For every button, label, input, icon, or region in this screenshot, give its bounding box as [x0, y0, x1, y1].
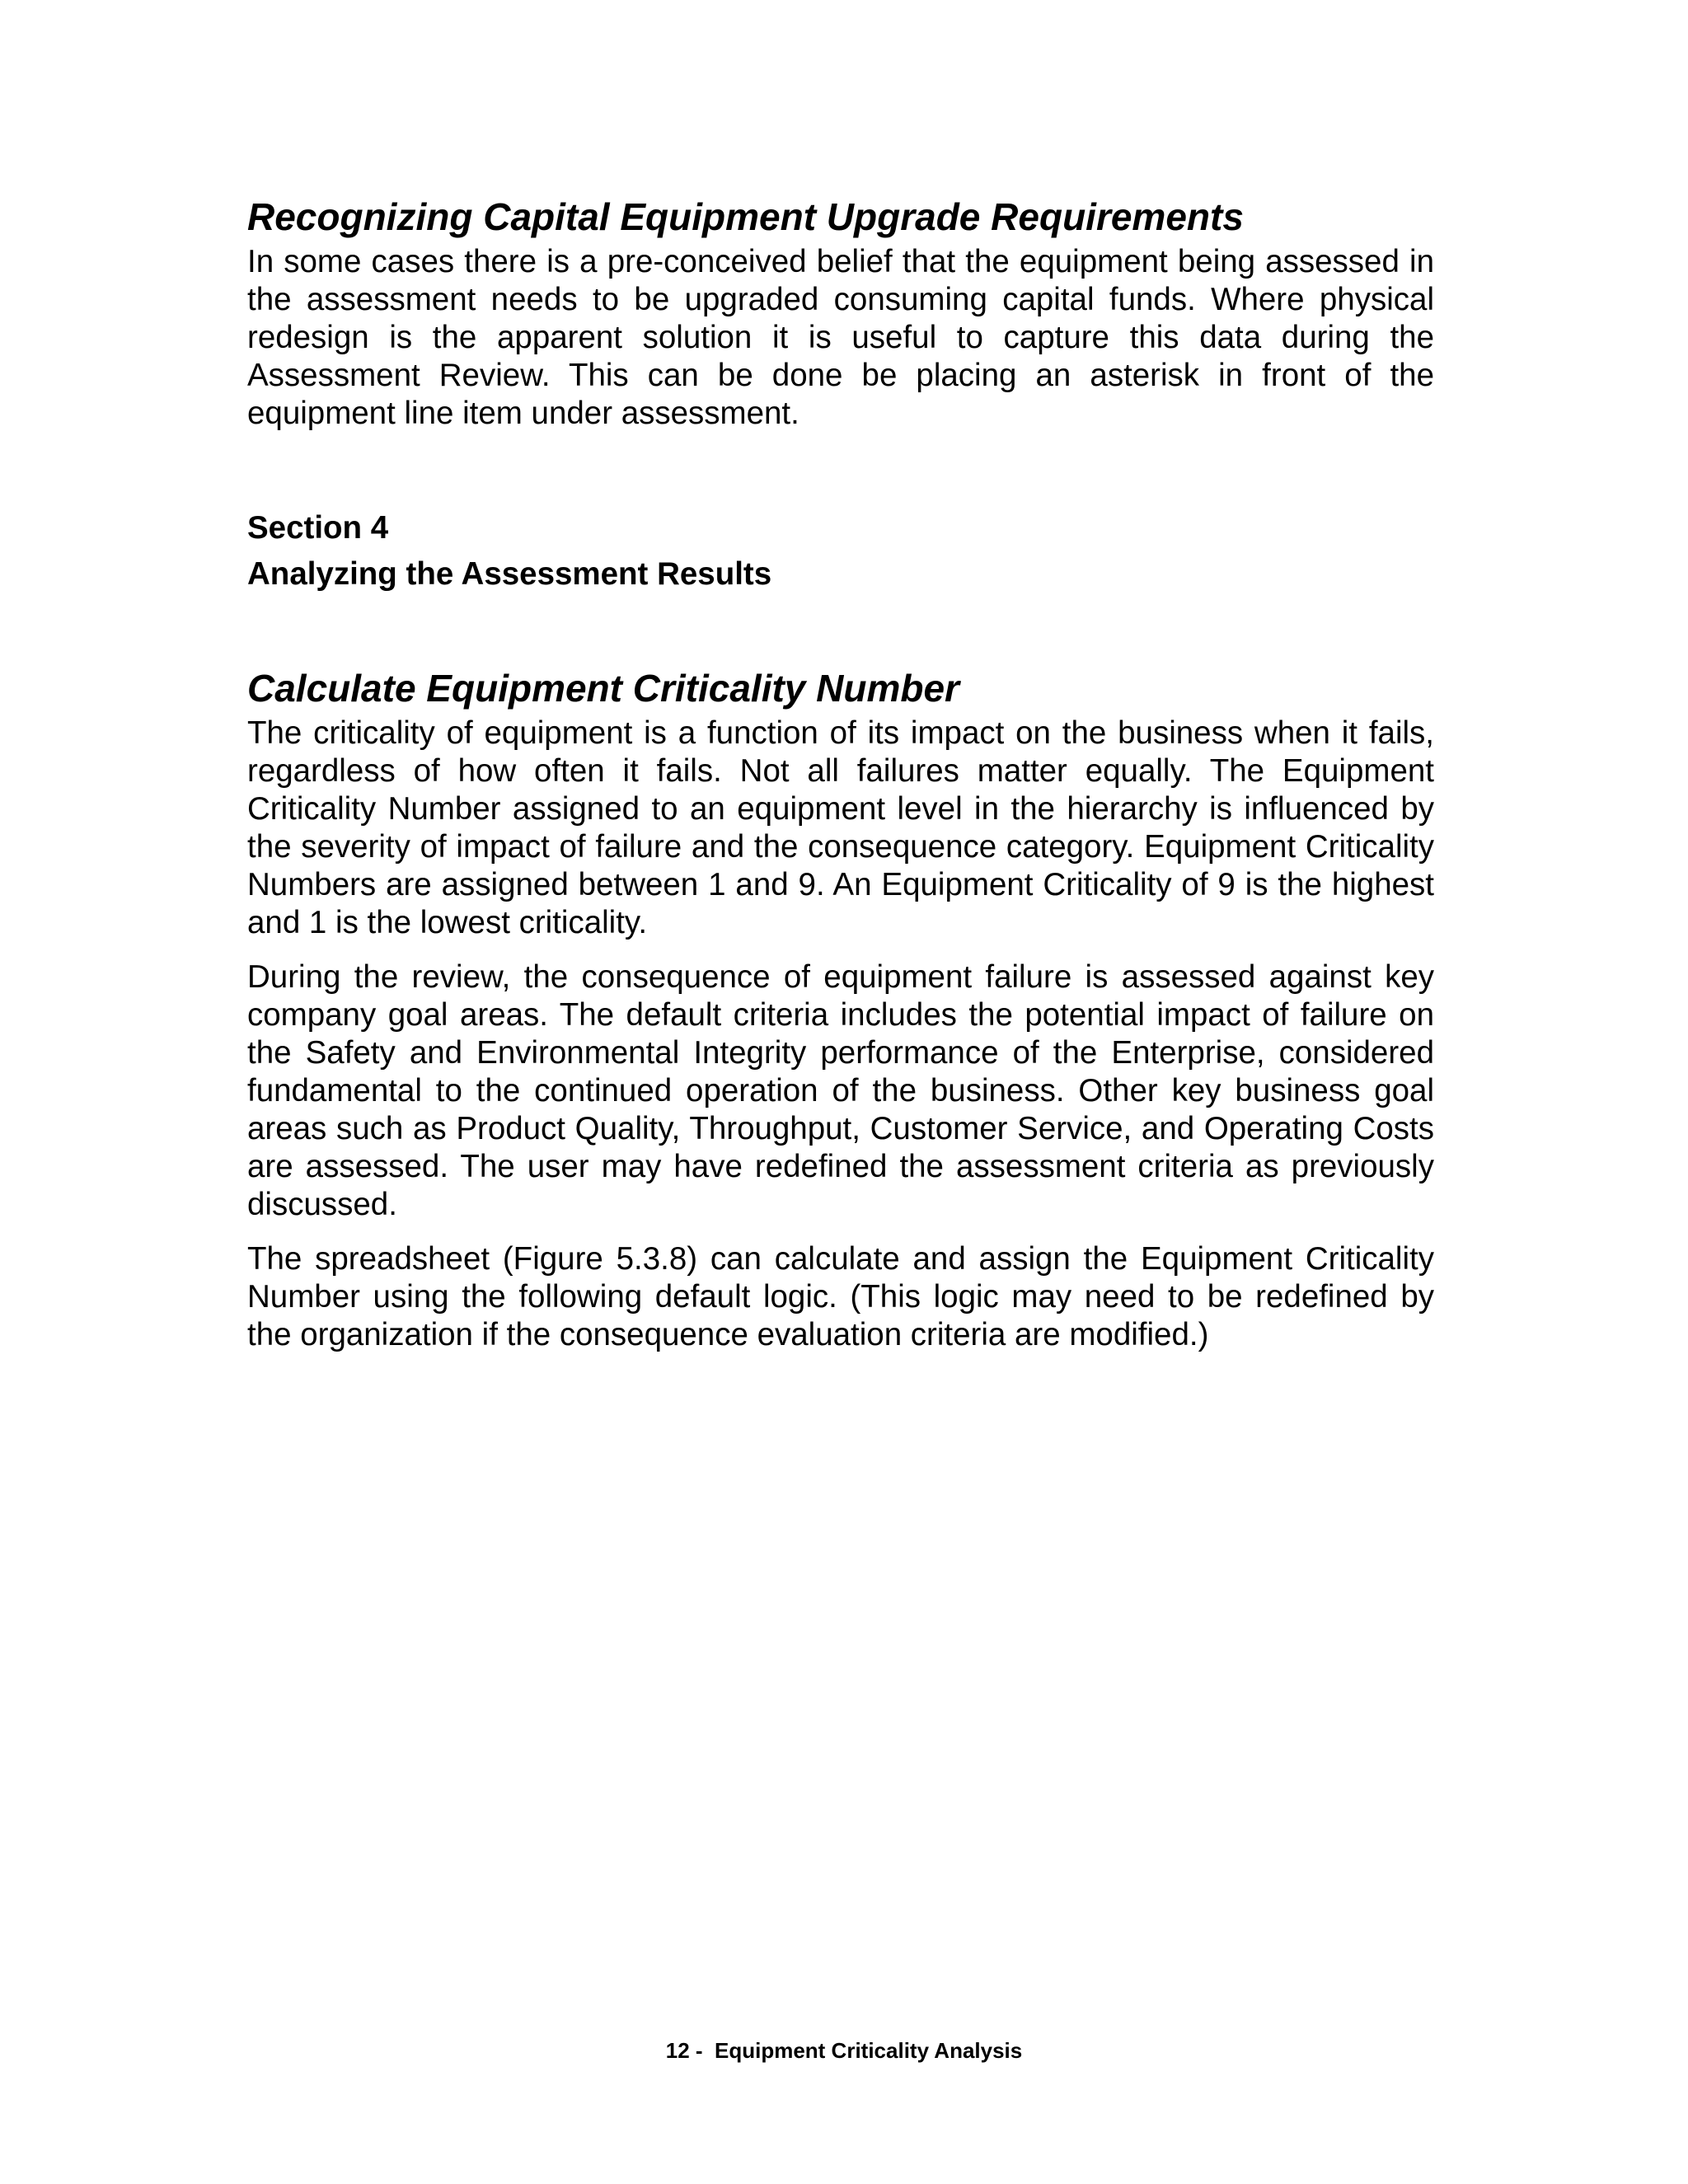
upgrade-requirements-paragraph: In some cases there is a pre-conceived belief that the equipment being assessed in the assessment needs to be upgraded consuming capital funds. Where physical redesign is the apparent solution it is useful to capture this data during the Assessment Review. This can be done be placing an asterisk in front of the equipment line item under assessment. [247, 244, 1434, 431]
page-footer: 12 - Equipment Criticality Analysis [665, 2038, 1023, 2063]
upgrade-requirements-section [247, 194, 1434, 433]
section-number-label: Section 4 [247, 510, 389, 546]
criticality-number-section [247, 665, 1434, 1354]
consequence-paragraph: During the review, the consequence of equipment failure is assessed against key company goal areas. The default criteria includes the potential impact of failure on the Safety and Environmental Integrity performance of the Enterprise, considered fundamental to the continued operation of the business. Other key business goal areas such as Product Quality, Throughput, Customer Service, and Operating Costs are assessed. The user may have redefined the assessment criteria as previously discussed. [247, 959, 1434, 1222]
document-page [247, 194, 1434, 1354]
upgrade-requirements-heading: Recognizing Capital Equipment Upgrade Requirements [247, 195, 1244, 238]
criticality-paragraph: The criticality of equipment is a function of its impact on the business when it fails, regardless of how often it fails. Not all failures matter equally. The Equipment Criticality Number assigned to an equipment level in the hierarchy is influenced by the severity of impact of failure and the consequence category. Equipment Criticality Numbers are assigned between 1 and 9. An Equipment Criticality of 9 is the highest and 1 is the lowest criticality. [247, 715, 1434, 940]
section-title: Analyzing the Assessment Results [247, 556, 772, 592]
criticality-number-heading: Calculate Equipment Criticality Number [247, 667, 959, 710]
spreadsheet-paragraph: The spreadsheet (Figure 5.3.8) can calculate and assign the Equipment Criticality Number using the following default logic. (This logic may need to be redefined by the organization if the consequence evaluation criteria are modified.) [247, 1241, 1434, 1352]
section-4-header [247, 505, 1434, 598]
